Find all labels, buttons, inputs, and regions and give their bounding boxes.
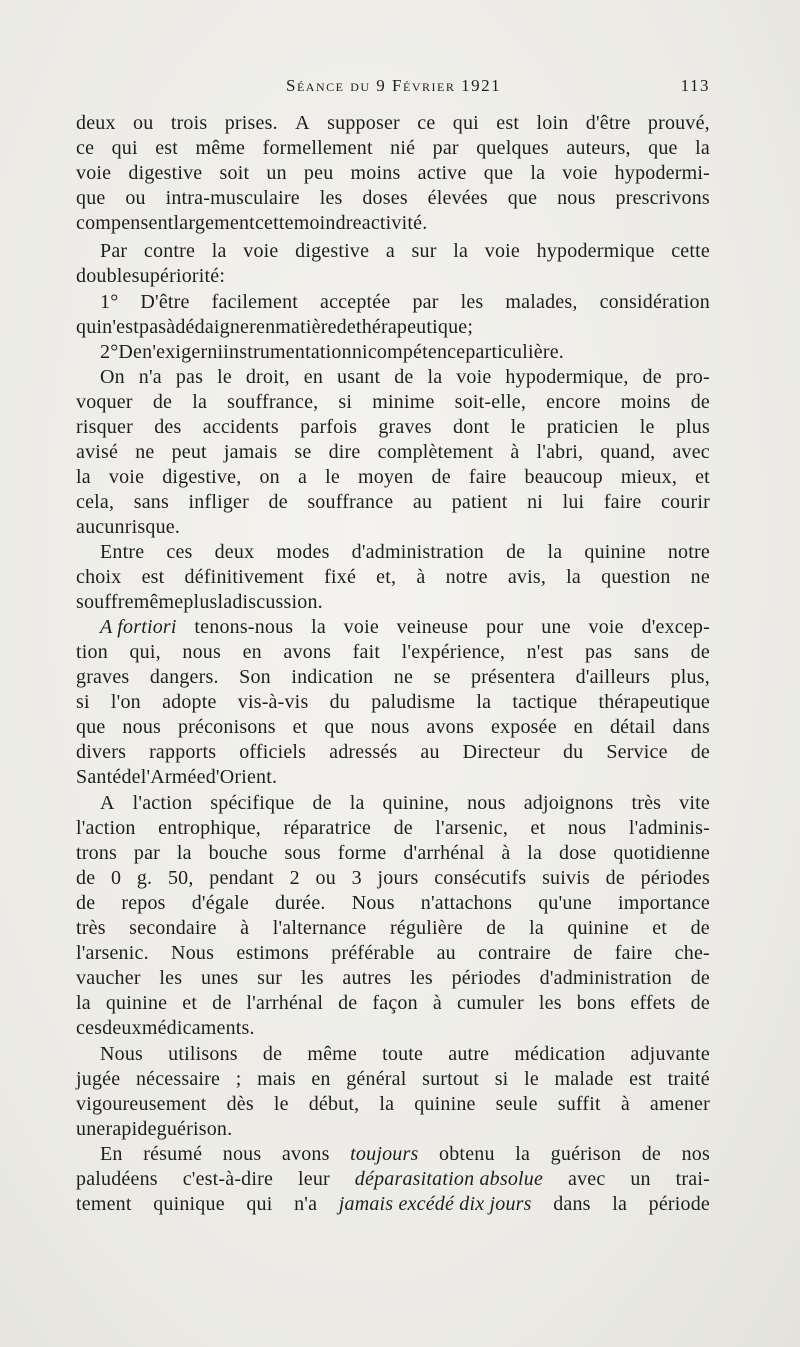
text-line: risquer des accidents parfois graves dont le praticien le plus — [76, 416, 710, 438]
text-line: la quinine et de l'arrhénal de façon à cumuler les bons effets de — [76, 992, 710, 1014]
text-line: avisé ne peut jamais se dire complètement à l'abri, quand, avec — [76, 441, 710, 463]
text-line: graves dangers. Son indication ne se présentera d'ailleurs plus, — [76, 666, 710, 688]
text-line: deux ou trois prises. A supposer ce qui est loin d'être prouvé, — [76, 112, 710, 134]
text-line: tement quinique qui n'a jamais excédé dix jours dans la période — [76, 1193, 710, 1215]
text-line: l'action entrophique, réparatrice de l'arsenic, et nous l'adminis- — [76, 817, 710, 839]
text-line: si l'on adopte vis-à-vis du paludisme la tactique thérapeutique — [76, 691, 710, 713]
text-line: que nous préconisons et que nous avons exposée en détail dans — [76, 716, 710, 738]
text-line: de 0 g. 50, pendant 2 ou 3 jours consécutifs suivis de périodes — [76, 867, 710, 889]
text-line: la voie digestive, on a le moyen de faire beaucoup mieux, et — [76, 466, 710, 488]
text-line: Entre ces deux modes d'administration de la quinine notre — [100, 541, 710, 563]
text-line: aucun risque. — [76, 516, 181, 538]
page-number: 113 — [680, 76, 710, 95]
text-line: voquer de la souffrance, si minime soit-elle, encore moins de — [76, 391, 710, 413]
text-line: très secondaire à l'alternance régulière de la quinine et de — [76, 917, 710, 939]
text-line: voie digestive soit un peu moins active que la voie hypodermi- — [76, 162, 710, 184]
text-line: Par contre la voie digestive a sur la voie hypodermique cette — [100, 240, 710, 262]
text-line: 2° De n'exiger ni instrumentation ni compétence particulière. — [100, 341, 564, 363]
text-line: divers rapports officiels adressés au Directeur du Service de — [76, 741, 710, 763]
text-line: ce qui est même formellement nié par quelques auteurs, que la — [76, 137, 710, 159]
text-line: vigoureusement dès le début, la quinine seule suffit à amener — [76, 1093, 710, 1115]
text-line: cela, sans infliger de souffrance au patient ni lui faire courir — [76, 491, 710, 513]
text-line: l'arsenic. Nous estimons préférable au contraire de faire che- — [76, 942, 710, 964]
text-line: ces deux médicaments. — [76, 1017, 255, 1039]
text-line: Santé de l'Armée d'Orient. — [76, 766, 278, 788]
text-line: compensent largement cette moindre activité. — [76, 212, 428, 234]
page-header — [76, 76, 710, 102]
text-line: qui n'est pas à dédaigner en matière de thérapeutique ; — [76, 316, 474, 338]
text-line: Nous utilisons de même toute autre médication adjuvante — [100, 1043, 710, 1065]
text-line: 1° D'être facilement acceptée par les malades, considération — [100, 291, 710, 313]
text-line: de repos d'égale durée. Nous n'attachons qu'une importance — [76, 892, 710, 914]
text-line: souffre même plus la discussion. — [76, 591, 323, 613]
text-line: A fortiori tenons-nous la voie veineuse pour une voie d'excep- — [100, 616, 710, 638]
text-line: trons par la bouche sous forme d'arrhénal à la dose quotidienne — [76, 842, 710, 864]
running-title: Séance du 9 Février 1921 — [286, 76, 502, 95]
text-line: On n'a pas le droit, en usant de la voie hypodermique, de pro- — [100, 366, 710, 388]
text-line: choix est définitivement fixé et, à notre avis, la question ne — [76, 566, 710, 588]
text-line: que ou intra-musculaire les doses élevées que nous prescrivons — [76, 187, 710, 209]
text-line: En résumé nous avons toujours obtenu la guérison de nos — [100, 1143, 710, 1165]
text-line: une rapide guérison. — [76, 1118, 233, 1140]
body-text — [76, 112, 710, 1218]
text-line: double supériorité : — [76, 265, 226, 287]
text-line: jugée nécessaire ; mais en général surtout si le malade est traité — [76, 1068, 710, 1090]
text-line: vaucher les unes sur les autres les périodes d'administration de — [76, 967, 710, 989]
text-line: A l'action spécifique de la quinine, nous adjoignons très vite — [100, 792, 710, 814]
text-line: tion qui, nous en avons fait l'expérience, n'est pas sans de — [76, 641, 710, 663]
text-line: paludéens c'est-à-dire leur déparasitation absolue avec un trai- — [76, 1168, 710, 1190]
